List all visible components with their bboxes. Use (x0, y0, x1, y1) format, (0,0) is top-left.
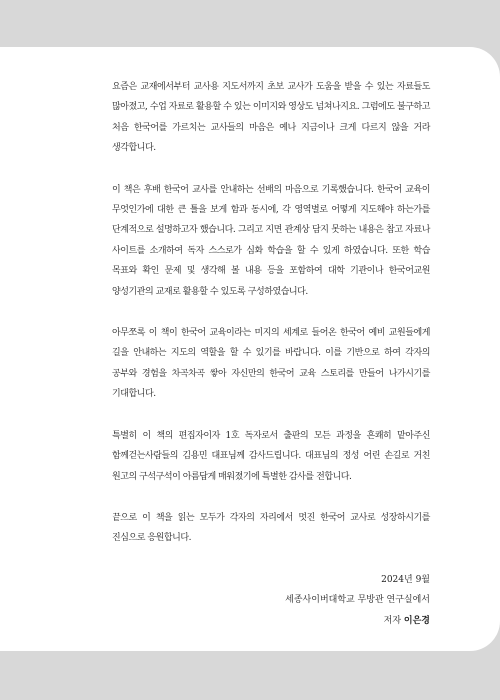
signature-affiliation: 세종사이버대학교 무방관 연구실에서 (285, 595, 430, 606)
preface-body (112, 77, 430, 631)
paragraph-5: 끝으로 이 책을 읽는 모두가 각자의 자리에서 멋진 한국어 교사로 성장하시기를 진심으로 응원합니다. (112, 512, 430, 544)
paragraph-1: 요즘은 교재에서부터 교사용 지도서까지 초보 교사가 도움을 받을 수 있는 자료들도 많아졌고, 수업 자료로 활용할 수 있는 이미지와 영상도 넘쳐나지요. 그럼에도 불구하고 처음 한국어를 가르치는 교사들의 마음은 예나 지금이나 크게 다르지 않을 거라 생각합니다. (112, 82, 430, 154)
signature-date: 2024년 9월 (381, 574, 430, 585)
paragraph-2: 이 책은 후배 한국어 교사를 안내하는 선배의 마음으로 기록했습니다. 한국어 교육이 무엇인가에 대한 큰 틀을 보게 함과 동시에, 각 영역별로 어떻게 지도해야 하는가를 단계적으로 설명하고자 했습니다. 그리고 지면 관계상 담지 못하는 내용은 참고 자료나 사이트를 소개하여 독자 스스로가 심화 학습을 할 수 있게 하였습니다. 또한 학습 목표와 확인 문제 및 생각해 볼 내용 등을 포함하여 대학 기관이나 한국어교원 양성기관의 교재로 활용할 수 있도록 구성하였습니다. (112, 184, 430, 297)
paragraph-4: 특별히 이 책의 편집자이자 1호 독자로서 출판의 모든 과정을 흔쾌히 맡아주신 함께걷는사람들의 김용민 대표님께 감사드립니다. 대표님의 정성 어린 손길로 거친 원고의 구석구석이 아름답게 매워졌기에 특별한 감사를 전합니다. (112, 430, 430, 482)
author-name: 이은경 (403, 615, 430, 626)
author-label: 저자 (383, 615, 402, 626)
paragraph-3: 아무쪼록 이 책이 한국어 교육이라는 미지의 세계로 들어온 한국어 예비 교원들에게 길을 안내하는 지도의 역할을 할 수 있기를 바랍니다. 이를 기반으로 하여 각자의 공부와 경험을 차곡차곡 쌓아 자신만의 한국어 교육 스토리를 만들어 나가시기를 기대합니다. (112, 328, 430, 400)
page-sheet (0, 47, 500, 651)
signature-author (112, 611, 430, 631)
signature-block (112, 570, 430, 631)
